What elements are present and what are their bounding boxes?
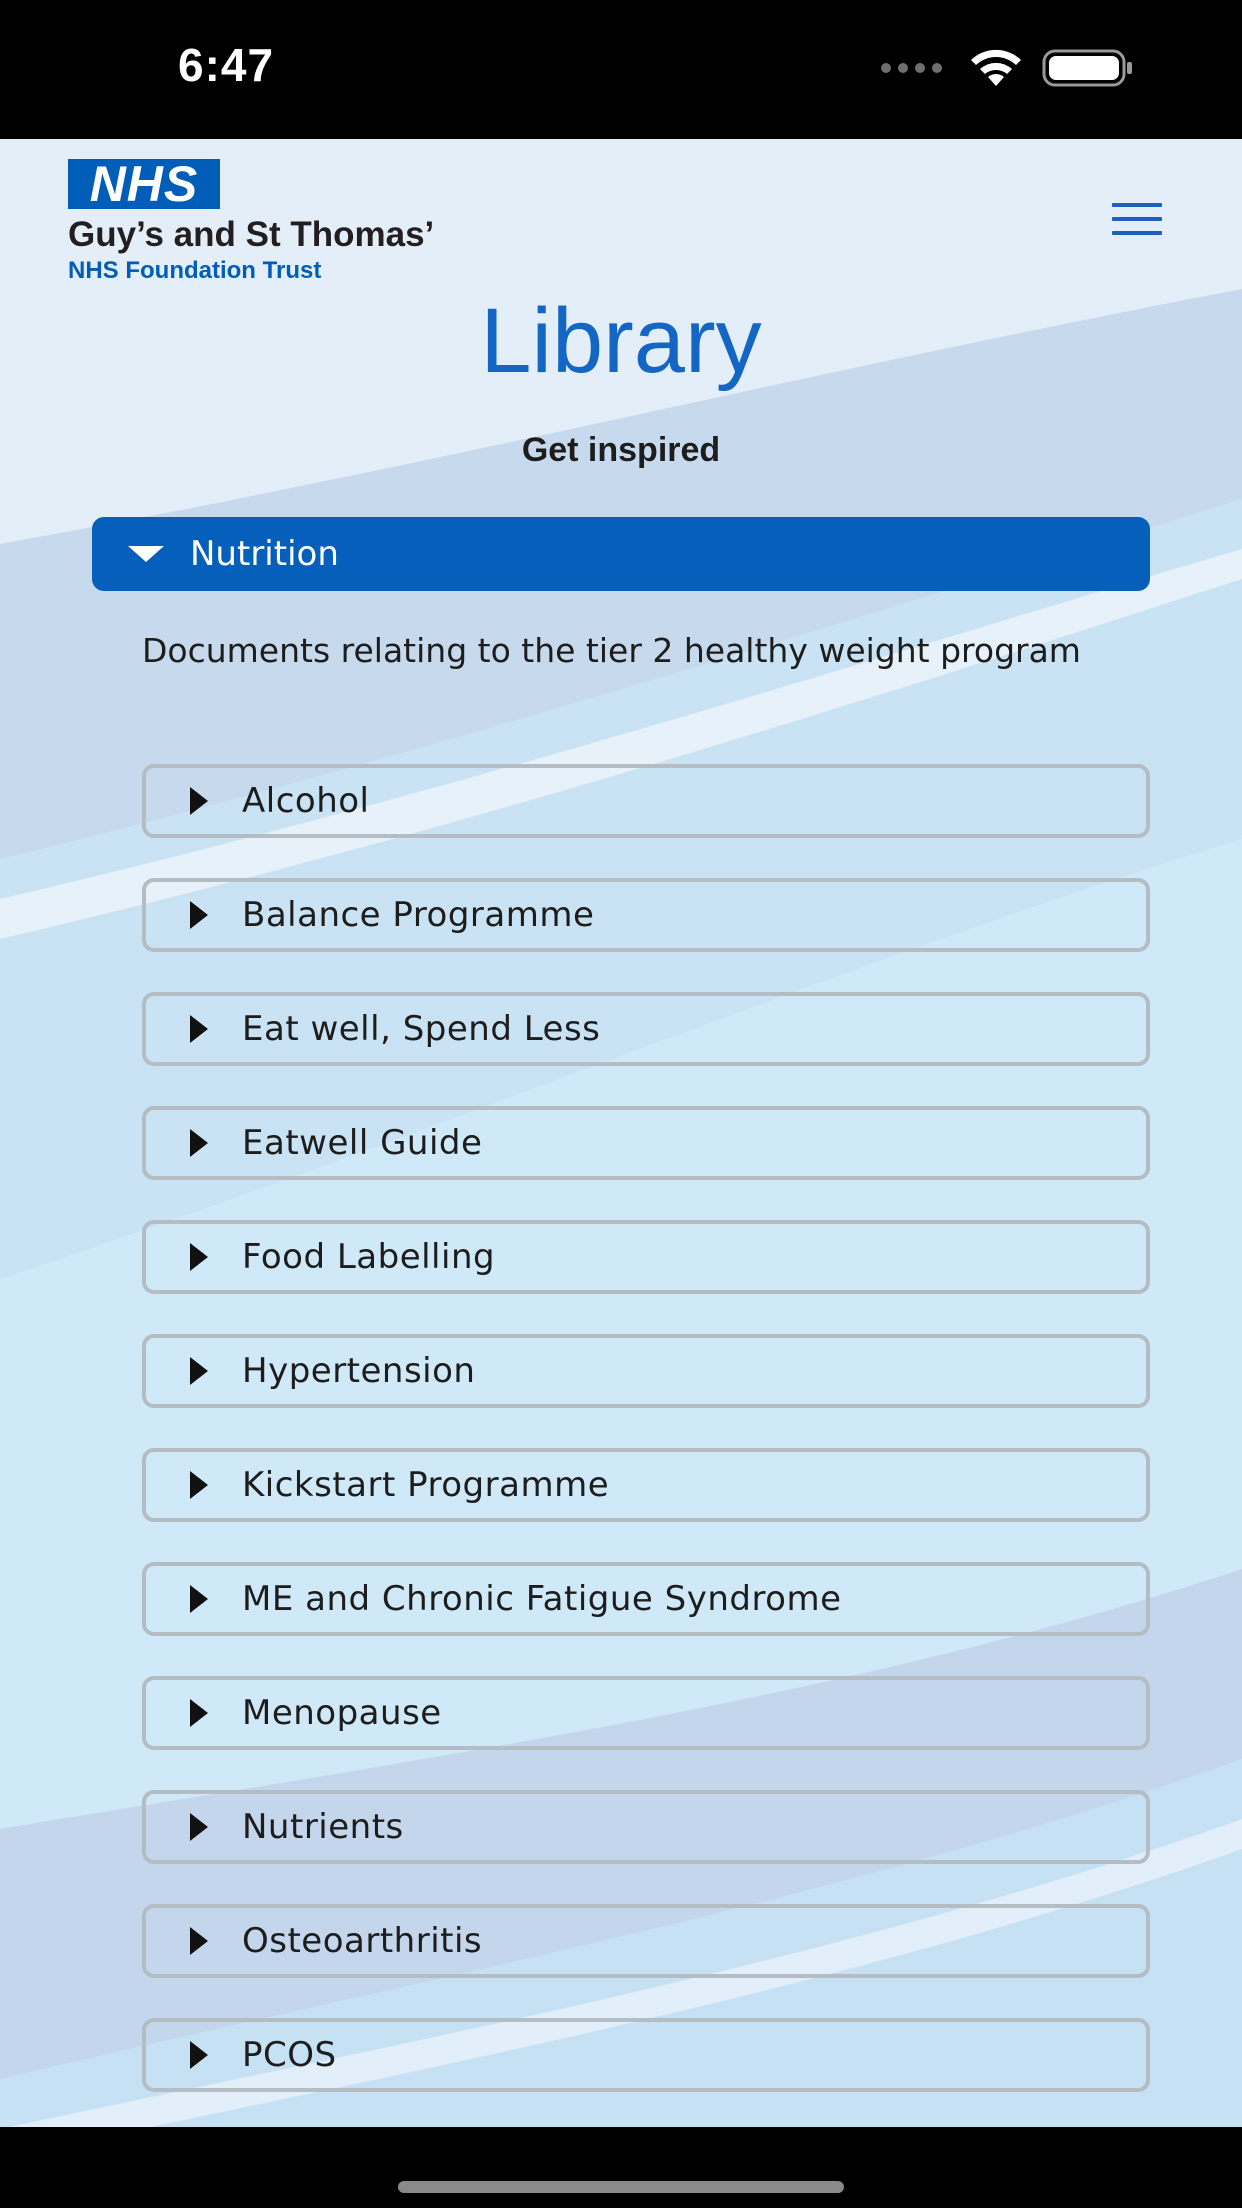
org-subtitle: NHS Foundation Trust: [68, 257, 322, 284]
doc-item-label: ME and Chronic Fatigue Syndrome: [242, 1579, 842, 1619]
doc-item-kickstart-programme[interactable]: [142, 1448, 1150, 1522]
doc-item-pcos[interactable]: [142, 2018, 1150, 2092]
status-time: 6:47: [178, 39, 275, 91]
doc-item-menopause[interactable]: [142, 1676, 1150, 1750]
caret-right-icon: [190, 2041, 208, 2069]
hamburger-menu-icon[interactable]: [1108, 199, 1164, 239]
doc-item-label: Kickstart Programme: [242, 1465, 610, 1505]
document-list: [142, 764, 1150, 2127]
caret-right-icon: [190, 1699, 208, 1727]
caret-right-icon: [190, 1585, 208, 1613]
org-name: Guy’s and St Thomas’: [68, 215, 435, 254]
accordion-nutrition-header[interactable]: [92, 517, 1150, 591]
doc-item-label: Alcohol: [242, 781, 370, 821]
doc-item-alcohol[interactable]: [142, 764, 1150, 838]
status-bar: [0, 0, 1242, 139]
caret-right-icon: [190, 1813, 208, 1841]
doc-item-label: Eat well, Spend Less: [242, 1009, 601, 1049]
caret-right-icon: [190, 1927, 208, 1955]
doc-item-osteoarthritis[interactable]: [142, 1904, 1150, 1978]
doc-item-label: Nutrients: [242, 1807, 404, 1847]
status-icons: [881, 48, 1134, 88]
wifi-icon: [968, 48, 1024, 88]
doc-item-label: Menopause: [242, 1693, 442, 1733]
nhs-logo: [68, 156, 435, 285]
accordion-nutrition-label: Nutrition: [190, 534, 339, 574]
home-indicator-bar: [0, 2127, 1242, 2208]
doc-item-food-labelling[interactable]: [142, 1220, 1150, 1294]
caret-right-icon: [190, 1129, 208, 1157]
doc-item-label: Hypertension: [242, 1351, 476, 1391]
doc-item-label: Food Labelling: [242, 1237, 496, 1277]
app-screen: [0, 139, 1242, 2127]
page-subtitle: Get inspired: [521, 431, 721, 469]
nhs-logo-mark: NHS: [68, 159, 220, 209]
doc-item-label: Osteoarthritis: [242, 1921, 483, 1961]
doc-item-nutrients[interactable]: [142, 1790, 1150, 1864]
doc-item-hypertension[interactable]: [142, 1334, 1150, 1408]
caret-right-icon: [190, 787, 208, 815]
doc-item-label: Eatwell Guide: [242, 1123, 483, 1163]
cellular-signal-icon: [881, 63, 942, 73]
battery-icon: [1042, 48, 1134, 88]
caret-down-icon: [128, 546, 164, 562]
doc-item-label: Balance Programme: [242, 895, 595, 935]
section-description: Documents relating to the tier 2 healthy weight program: [142, 631, 1081, 670]
page-title: Library: [480, 290, 762, 392]
doc-item-eatwell-guide[interactable]: [142, 1106, 1150, 1180]
caret-right-icon: [190, 1357, 208, 1385]
doc-item-balance-programme[interactable]: [142, 878, 1150, 952]
doc-item-label: PCOS: [242, 2035, 337, 2075]
caret-right-icon: [190, 1015, 208, 1043]
caret-right-icon: [190, 901, 208, 929]
app-header: [0, 139, 1242, 289]
doc-item-me-chronic-fatigue[interactable]: [142, 1562, 1150, 1636]
caret-right-icon: [190, 1243, 208, 1271]
doc-item-eat-well-spend-less[interactable]: [142, 992, 1150, 1066]
home-indicator[interactable]: [398, 2181, 844, 2193]
caret-right-icon: [190, 1471, 208, 1499]
